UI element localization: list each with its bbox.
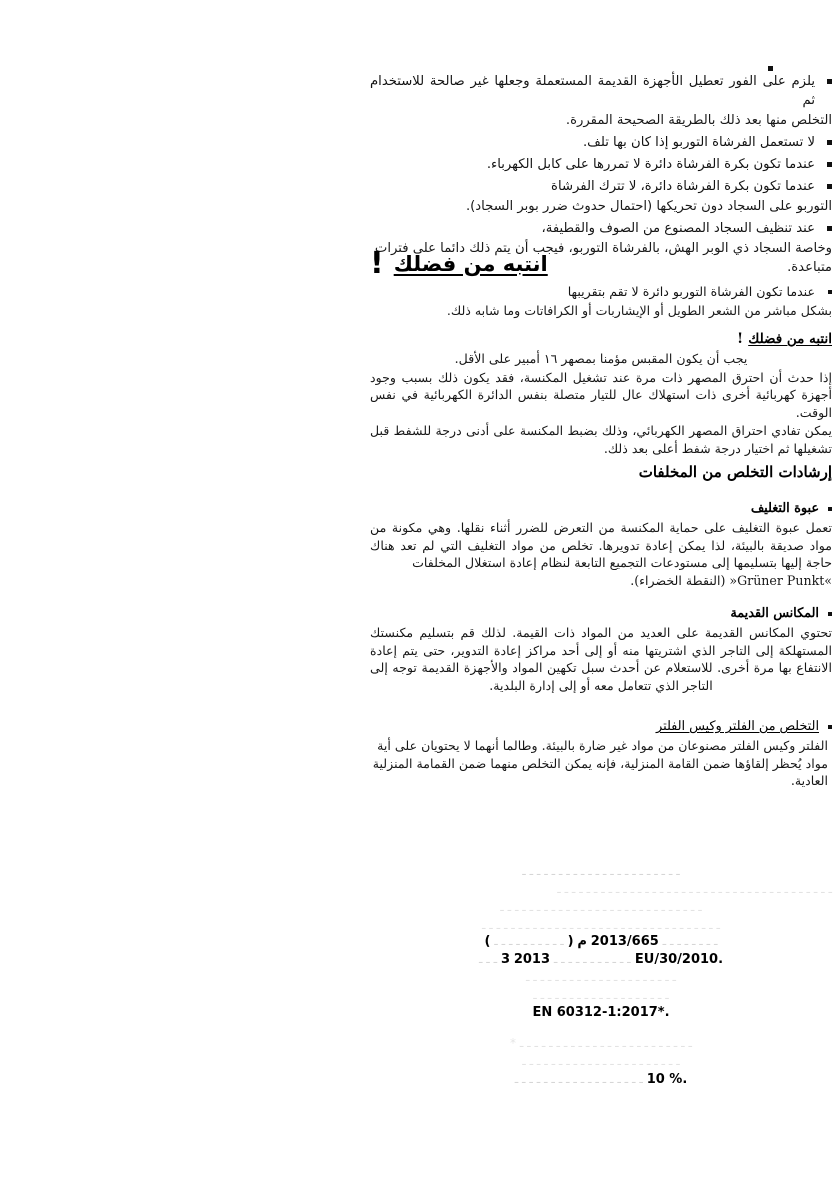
list-item <box>370 177 832 196</box>
square-bullet-icon <box>823 79 832 84</box>
disposal-item-header <box>370 500 832 517</box>
list-item <box>370 605 832 694</box>
disposal-item-body-last-line: »Grüner Punkt« (النقطة الخضراء). <box>630 572 832 588</box>
disposal-item-body: تحتوي المكانس القديمة على العديد من المواد ذات القيمة. لذلك قم بتسليم مكنستك المستهلكة إلى التاجر الذي اشتريتها منه أو إلى أحد مراكز إعادة التدوير، حتى يتم إعادة الانتفاع بها مرة أخرى. للاستعلام عن أحدث سبل تكهين المواد والأجهزة القديمة توجه إلى التاجر الذي تتعامل معه أو إلى إدارة البلدية. <box>370 625 832 693</box>
percentage-line <box>370 1070 832 1089</box>
exclamation-mark-icon: ! <box>737 331 744 347</box>
notice-small-body <box>370 350 832 457</box>
top-cut-text: ـــــــ ـــ ـــــــ ــــ ـــــ ــــــ ـــــ <box>524 44 666 53</box>
footnote-ghost-line: ـ ـ ـ ـ ـ ـ ـ ـ ـ ـ ـ ـ ـ ـ ـ ـ ـ ـ ـ ـ ـ ـ <box>522 1054 680 1068</box>
square-bullet-icon <box>823 162 832 167</box>
list-item <box>370 500 832 589</box>
ghost-dots: ـ ـ ـ ـ ـ ـ ـ ـ ـ ـ ـ ـ ـ ـ ـ ـ ـ ـ <box>514 1072 643 1086</box>
warning-continuation: وخاصة السجاد ذي الوبر الهش، بالفرشاة التوربو، فيجب أن يتم ذلك دائما على فترات متباعدة. <box>374 241 832 275</box>
list-item <box>370 72 832 110</box>
standard-code: .*1:2017-EN 60312 <box>532 1005 670 1020</box>
warning-continuation: التخلص منها بعد ذلك بالطريقة الصحيحة المقررة. <box>565 113 832 128</box>
footnote-ghost-line: ـ ـ ـ ـ ـ ـ ـ ـ ـ ـ ـ ـ ـ ـ ـ ـ ـ ـ ـ ـ ـ ـ ـ ـ * <box>510 1036 692 1050</box>
warnings-list <box>370 72 832 281</box>
list-item <box>370 155 832 174</box>
disposal-item-label: عبوة التغليف <box>750 501 819 516</box>
square-bullet-icon <box>823 290 832 294</box>
footnote-ghost-line: ـ ـ ـ ـ ـ ـ ـ ـ ـ ـ ـ ـ ـ ـ ـ ـ ـ ـ ـ ـ ـ ـ ـ ـ ـ ـ ـ ـ <box>500 900 702 914</box>
standard-line <box>370 1003 832 1022</box>
notice-heading-small <box>370 328 832 347</box>
square-bullet-icon <box>768 66 773 71</box>
footnote-ghost-line: ـ ـ ـ ـ ـ ـ ـ ـ ـ ـ ـ ـ ـ ـ ـ ـ ـ ـ ـ ـ ـ ـ <box>522 864 680 878</box>
notice-paragraph: يجب أن يكون المقبس مؤمنا بمصهر ١٦ أمبير على الأقل. <box>454 351 748 366</box>
paren-close: ) <box>484 934 491 949</box>
square-bullet-icon <box>823 184 832 189</box>
warning-text: عندما تكون بكرة الفرشاة دائرة، لا تترك الفرشاة <box>551 179 815 194</box>
regulation-line-1 <box>370 932 832 951</box>
ghost-dots: ـ ـ ـ ـ ـ ـ ـ ـ ـ ـ <box>494 934 564 948</box>
square-bullet-icon <box>826 612 832 616</box>
section-heading-disposal: إرشادات التخلص من المخلفات <box>638 463 832 481</box>
notice-heading-large <box>370 246 832 281</box>
warning-text: عندما تكون بكرة الفرشاة دائرة لا تمررها على كابل الكهرباء. <box>486 157 815 172</box>
warning-text: يلزم على الفور تعطيل الأجهزة القديمة المستعملة وجعلها غير صالحة للاستخدام ثم <box>370 74 815 108</box>
regulation-unit: م <box>577 934 587 949</box>
regulation-month: 3 <box>500 952 510 967</box>
regulation-line-2 <box>370 950 832 969</box>
notice-paragraph: إذا حدث أن احترق المصهر ذات مرة عند تشغيل المكنسة، فقد يكون ذلك بسبب وجود أجهزة كهربائية أخرى ذات استهلاك عال للتيار متصلة بنفس الدائرة الكهربائية في نفس الوقت. <box>370 369 832 420</box>
warning-text: عند تنظيف السجاد المصنوع من الصوف والقطيفة، <box>541 221 815 236</box>
footnote-ghost-line: ـ ـ ـ ـ ـ ـ ـ ـ ـ ـ ـ ـ ـ ـ ـ ـ ـ ـ ـ ـ ـ ـ ـ ـ ـ ـ ـ ـ ـ ـ ـ ـ ـ <box>481 918 721 932</box>
disposal-item-label: التخلص من الفلتر وكيس الفلتر <box>656 719 819 734</box>
eu-directive-code: .EU/30/2010 <box>634 952 724 967</box>
exclamation-mark-icon: ! <box>370 246 384 281</box>
paren-open: ( <box>567 934 574 949</box>
disposal-list <box>370 500 832 804</box>
footnote-ghost-line: ـ ـ ـ ـ ـ ـ ـ ـ ـ ـ ـ ـ ـ ـ ـ ـ ـ ـ ـ <box>533 988 669 1002</box>
square-bullet-icon <box>826 507 832 511</box>
warning-continuation: التوربو على السجاد دون تحريكها (احتمال حدوث ضرر بوبر السجاد). <box>465 199 832 214</box>
ghost-dots: ـ ـ ـ ـ ـ ـ ـ ـ ـ ـ ـ <box>553 952 631 966</box>
notice-line-1: عندما تكون الفرشاة التوربو دائرة لا تقم بتقريبها <box>567 284 815 299</box>
square-bullet-icon <box>823 140 832 145</box>
ghost-dots: ـ ـ ـ ـ ـ ـ ـ ـ <box>662 934 718 948</box>
notice-title: انتبه من فضلك <box>393 252 548 276</box>
footnote-ghost-line: ـ ـ ـ ـ ـ ـ ـ ـ ـ ـ ـ ـ ـ ـ ـ ـ ـ ـ ـ ـ ـ ـ ـ ـ ـ ـ ـ ـ ـ ـ ـ ـ ـ ـ ـ ـ ـ ـ <box>557 882 832 896</box>
list-item <box>370 133 832 152</box>
footnote-ghost-line: ـ ـ ـ ـ ـ ـ ـ ـ ـ ـ ـ ـ ـ ـ ـ ـ ـ ـ ـ ـ ـ <box>525 970 677 984</box>
notice-paragraph: يمكن تفادي احتراق المصهر الكهربائي، وذلك بضبط المكنسة على أدنى درجة للشفط قبل تشغيلها ثم اختيار درجة شفط أعلى بعد ذلك. <box>370 423 832 456</box>
notice-large-body <box>370 283 832 320</box>
disposal-item-body: الفلتر وكيس الفلتر مصنوعان من مواد غير ضارة بالبيئة. وطالما أنهما لا يحتويان على أية مواد يُحظر إلقاؤها ضمن القامة المنزلية، فإنه يمكن التخلص منهما ضمن القمامة المنزلية العادية. <box>372 738 828 788</box>
list-item <box>370 219 832 238</box>
square-bullet-icon <box>823 226 832 231</box>
disposal-item-label: المكانس القديمة <box>730 606 819 621</box>
warning-text: لا تستعمل الفرشاة التوربو إذا كان بها تلف. <box>582 135 815 150</box>
regulation-year: 2013 <box>513 952 551 967</box>
list-item <box>370 283 832 301</box>
square-bullet-icon <box>826 725 832 729</box>
disposal-item-header <box>370 718 832 735</box>
regulation-number: 2013/665 <box>590 934 659 949</box>
ghost-dots: ـ ـ ـ <box>478 952 498 966</box>
disposal-item-body: تعمل عبوة التغليف على حماية المكنسة من التعرض للضرر أثناء نقلها. وهي مكونة من مواد صديقة بالبيئة، لذا يمكن إعادة تدويرها. تخلص من مواد التغليف التي لم تعد هناك حاجة إليها بتسليمها إلى مستودعات التجميع التابعة لنظام إعادة استغلال المخلفات <box>370 520 832 570</box>
disposal-item-header <box>370 605 832 622</box>
percentage-value: .% 10 <box>646 1072 688 1087</box>
notice-small-title: انتبه من فضلك <box>748 331 832 347</box>
list-item <box>370 718 832 790</box>
notice-line-2: بشكل مباشر من الشعر الطويل أو الإيشاربات أو الكرافاتات وما شابه ذلك. <box>446 303 832 318</box>
